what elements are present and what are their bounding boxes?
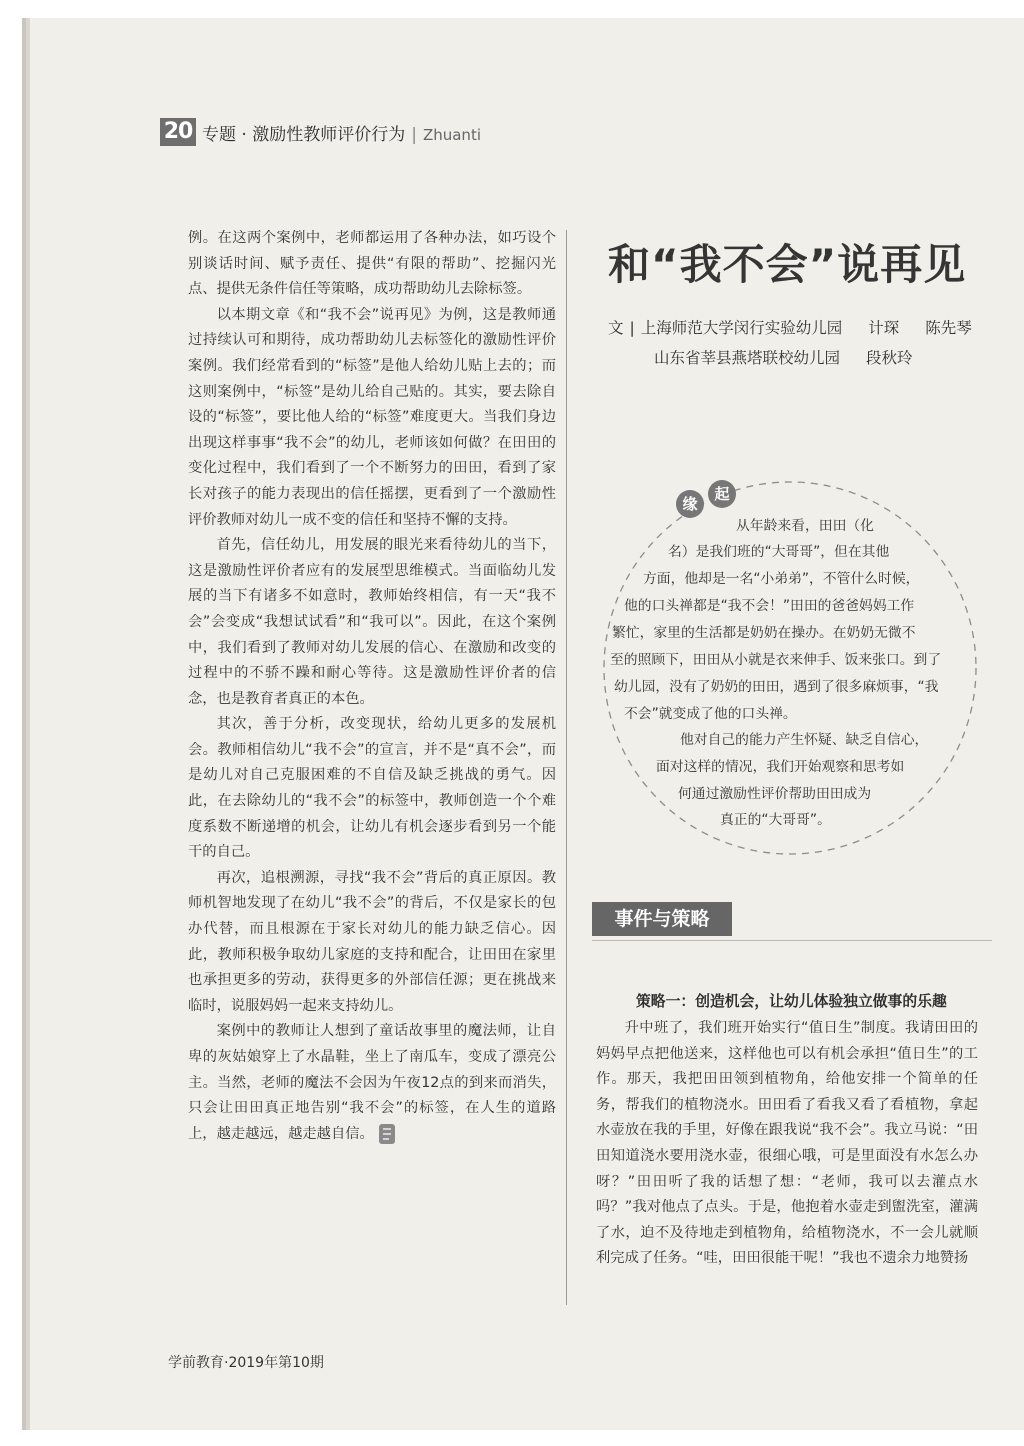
paragraph-text: 案例中的教师让人想到了童话故事里的魔法师，让自卑的灰姑娘穿上了水晶鞋，坐上了南瓜车，变成了漂亮公主。当然，老师的魔法不会因为午夜12点的到来而消失，只会让田田真正地告别“我不会”的标签，在人生的道路上，越走越远，越走越自信。 [188, 1023, 556, 1142]
intro-line: 何通过激励性评价帮助田田成为 [678, 786, 872, 802]
intro-line: 方面，他却是一名“小弟弟”，不管什么时候， [643, 571, 920, 587]
column-divider [566, 230, 567, 1305]
intro-line: 面对这样的情况，我们开始观察和思考如 [656, 759, 905, 775]
author-name: 计琛 [868, 319, 900, 337]
section-rule [592, 940, 992, 941]
intro-line: 繁忙，家里的生活都是奶奶在操办。在奶奶无微不 [612, 625, 916, 641]
paragraph: 以本期文章《和“我不会”说再见》为例，这是教师通过持续认可和期待，成功帮助幼儿去标签化的激励性评价案例。我们经常看到的“标签”是他人给幼儿贴上去的；而这则案例中，“标签”是幼儿给自己贴的。其实，要去除自设的“标签”，要比他人给的“标签”难度更大。当我们身边出现这样事事“我不会”的幼儿，老师该如何做？在田田的变化过程中，我们看到了一个不断努力的田田，看到了家长对孩子的能力表现出的信任摇摆，更看到了一个激励性评价教师对幼儿一成不变的信任和坚持不懈的支持。 [188, 306, 556, 528]
byline-line-1 [608, 316, 998, 338]
intro-badge: 起 [708, 480, 736, 508]
author-name: 陈先琴 [925, 319, 972, 337]
school-name: 上海师范大学闵行实验幼儿园 [640, 319, 843, 337]
commentary-column [188, 226, 556, 1147]
article-title: 和“我不会”说再见 [608, 240, 967, 289]
intro-line: 从年龄来看，田田（化 [736, 518, 874, 534]
section-label: 事件与策略 [592, 902, 732, 936]
running-header [202, 120, 481, 145]
header-pinyin: Zhuanti [422, 126, 481, 144]
intro-line: 不会”就变成了他的口头禅。 [624, 706, 797, 722]
article-body [596, 1016, 978, 1272]
byline-line-2 [654, 346, 939, 368]
author-name: 段秋玲 [866, 349, 913, 367]
intro-line: 他对自己的能力产生怀疑、缺乏自信心， [680, 732, 929, 748]
paragraph: 其次，善于分析，改变现状，给幼儿更多的发展机会。教师相信幼儿“我不会”的宣言，并不是“真不会”，而是幼儿对自己克服困难的不自信及缺乏挑战的勇气。因此，在去除幼儿的“我不会”的标签中，教师创造一个个难度系数不断递增的机会，让幼儿有机会逐步看到另一个能干的自己。 [188, 716, 556, 861]
intro-line: 名）是我们班的“大哥哥”，但在其他 [668, 544, 890, 560]
intro-line: 至的照顾下，田田从小就是衣来伸手、饭来张口。到了 [610, 652, 942, 668]
intro-line: 真正的“大哥哥”。 [720, 812, 831, 828]
intro-line: 他的口头禅都是“我不会！”田田的爸爸妈妈工作 [624, 598, 915, 614]
paragraph: 升中班了，我们班开始实行“值日生”制度。我请田田的妈妈早点把他送来，这样他也可以有机会承担“值日生”的工作。那天，我把田田领到植物角，给他安排一个简单的任务，帮我们的植物浇水。田田看了看我又看了看植物，拿起水壶放在我的手里，好像在跟我说“我不会”。我立马说：“田田知道浇水要用浇水壶，很细心哦，可是里面没有水怎么办呀？”田田听了我的话想了想：“老师，我可以去灌点水吗？”我对他点了点头。于是，他抱着水壶走到盥洗室，灌满了水，迫不及待地走到植物角，给植物浇水，不一会儿就顺利完成了任务。“哇，田田很能干呢！”我也不遗余力地赞扬 [596, 1020, 978, 1267]
page-number: 20 [160, 118, 196, 146]
intro-line: 幼儿园，没有了奶奶的田田，遇到了很多麻烦事，“我 [614, 679, 939, 695]
paragraph: 首先，信任幼儿，用发展的眼光来看待幼儿的当下，这是激励性评价者应有的发展型思维模式。当面临幼儿发展的当下有诸多不如意时，教师始终相信，有一天“我不会”会变成“我想试试看”和“我可以”。因此，在这个案例中，我们看到了教师对幼儿发展的信心、在激励和改变的过程中的不骄不躁和耐心等待。这是激励性评价者的信念，也是教育者真正的本色。 [188, 537, 556, 707]
school-name: 山东省莘县燕塔联校幼儿园 [654, 349, 841, 367]
paragraph: 再次，追根溯源，寻找“我不会”背后的真正原因。教师机智地发现了在幼儿“我不会”的背后，不仅是家长的包办代替，而且根源在于家长对幼儿的能力缺乏信心。因此，教师积极争取幼儿家庭的支持和配合，让田田在家里也承担更多的劳动，获得更多的外部信任源；更在挑战来临时，说服妈妈一起来支持幼儿。 [188, 869, 556, 1014]
header-separator: | [411, 125, 417, 145]
paragraph [188, 1019, 556, 1147]
end-mark-icon [378, 1123, 396, 1145]
byline-separator: | [629, 319, 635, 337]
paragraph: 例。在这两个案例中，老师都运用了各种办法，如巧设个别谈话时间、赋予责任、提供“有限的帮助”、挖掘闪光点、提供无条件信任等策略，成功帮助幼儿去除标签。 [188, 230, 556, 298]
byline-prefix: 文 [608, 319, 624, 337]
strategy-heading: 策略一：创造机会，让幼儿体验独立做事的乐趣 [636, 993, 947, 1010]
intro-badge: 缘 [676, 490, 704, 518]
footer-issue: 学前教育·2019年第10期 [168, 1355, 324, 1371]
section-title: 专题 · 激励性教师评价行为 [202, 125, 406, 145]
